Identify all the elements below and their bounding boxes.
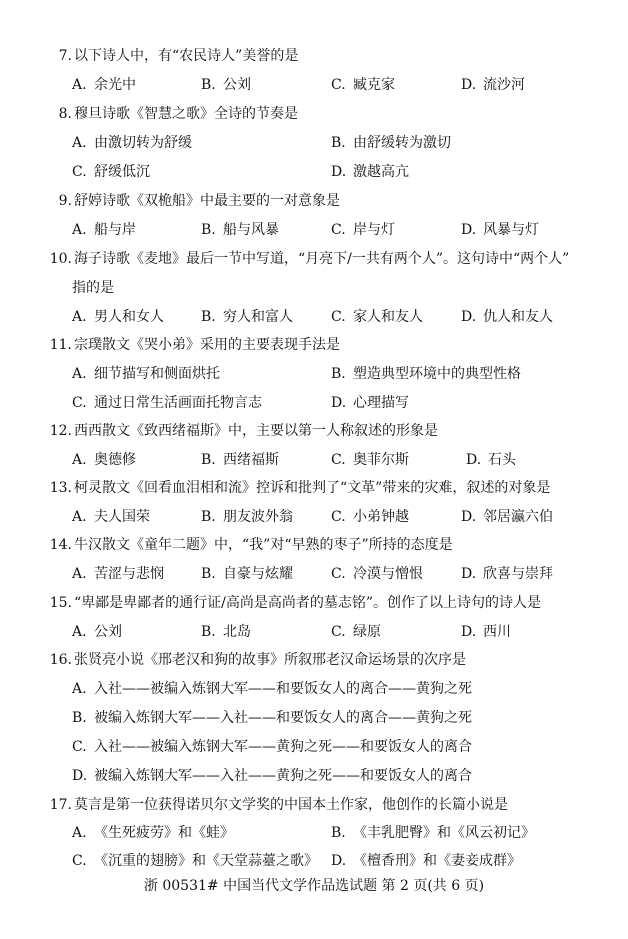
option-letter: B. — [331, 135, 346, 151]
option-text: 舒缓低沉 — [94, 164, 150, 180]
option-letter: C. — [331, 309, 346, 325]
question-number: 14. — [49, 537, 72, 553]
option-text: 臧克家 — [353, 77, 395, 93]
option-text: 塑造典型环境中的典型性格 — [353, 366, 521, 382]
option-letter: A. — [72, 366, 87, 382]
option-text: 仇人和友人 — [483, 309, 553, 325]
option-letter: D. — [466, 452, 482, 468]
option-14d — [461, 564, 553, 584]
option-8d — [331, 162, 409, 182]
option-letter: C. — [72, 395, 87, 411]
option-11b — [331, 364, 521, 384]
option-13a — [72, 507, 150, 527]
question-14-stem — [34, 535, 594, 555]
question-13-stem — [34, 478, 594, 498]
option-17b — [331, 823, 535, 843]
option-8a — [72, 133, 192, 153]
question-text: 莫言是第一位获得诺贝尔文学奖的中国本土作家，他创作的长篇小说是 — [74, 797, 508, 813]
option-16c — [72, 737, 472, 757]
question-9-stem — [34, 191, 594, 211]
option-13c — [331, 507, 409, 527]
option-text: 被编入炼钢大军——入社——黄狗之死——和要饭女人的离合 — [94, 768, 472, 784]
question-16-stem — [34, 650, 594, 670]
option-text: 绿原 — [353, 624, 381, 640]
option-17a — [72, 823, 234, 843]
option-text: 流沙河 — [483, 77, 525, 93]
question-8-stem — [34, 104, 594, 124]
option-15a — [72, 622, 122, 642]
option-17d — [331, 851, 521, 871]
option-letter: D. — [461, 222, 477, 238]
option-text: 通过日常生活画面托物言志 — [94, 395, 262, 411]
option-7a — [72, 75, 136, 95]
option-letter: B. — [201, 509, 216, 525]
option-letter: B. — [201, 624, 216, 640]
option-text: 邻居瀛六伯 — [483, 509, 553, 525]
option-letter: C. — [72, 739, 87, 755]
question-text: 柯灵散文《回看血泪相和流》控诉和批判了“文革”带来的灾难，叙述的对象是 — [74, 480, 551, 496]
option-letter: A. — [72, 566, 87, 582]
option-15d — [461, 622, 511, 642]
option-text: 心理描写 — [353, 395, 409, 411]
option-10c — [331, 307, 423, 327]
question-number: 10. — [49, 251, 72, 267]
option-text: 欣喜与崇拜 — [483, 566, 553, 582]
option-10a — [72, 307, 164, 327]
option-letter: D. — [331, 395, 347, 411]
option-letter: C. — [72, 853, 87, 869]
question-number: 12. — [49, 423, 72, 439]
option-11d — [331, 393, 409, 413]
option-9b — [201, 220, 279, 240]
option-12b — [201, 450, 279, 470]
option-8c — [72, 162, 150, 182]
option-text: 风暴与灯 — [483, 222, 539, 238]
option-letter: B. — [201, 309, 216, 325]
option-text: 公刘 — [223, 77, 251, 93]
option-text: 小弟钟越 — [353, 509, 409, 525]
option-7d — [461, 75, 525, 95]
question-17-stem — [34, 795, 594, 815]
question-number: 7. — [58, 48, 72, 64]
option-text: 岸与灯 — [353, 222, 395, 238]
option-text: 家人和友人 — [353, 309, 423, 325]
option-15c — [331, 622, 381, 642]
option-letter: A. — [72, 135, 87, 151]
option-9c — [331, 220, 395, 240]
option-15b — [201, 622, 251, 642]
option-letter: A. — [72, 624, 87, 640]
option-9d — [461, 220, 539, 240]
option-16a — [72, 679, 472, 699]
option-text: 奥德修 — [94, 452, 136, 468]
option-8b — [331, 133, 451, 153]
option-11c — [72, 393, 262, 413]
option-13b — [201, 507, 293, 527]
option-letter: D. — [331, 164, 347, 180]
question-text: 宗璞散文《哭小弟》采用的主要表现手法是 — [74, 337, 340, 353]
option-text: 冷漠与憎恨 — [353, 566, 423, 582]
option-text: 被编入炼钢大军——入社——和要饭女人的离合——黄狗之死 — [94, 710, 472, 726]
option-text: 朋友波外翁 — [223, 509, 293, 525]
option-10d — [461, 307, 553, 327]
question-number: 9. — [58, 193, 72, 209]
question-number: 16. — [49, 652, 72, 668]
option-14a — [72, 564, 164, 584]
question-number: 15. — [49, 595, 72, 611]
option-text: 由激切转为舒缓 — [94, 135, 192, 151]
option-text: 西绪福斯 — [223, 452, 279, 468]
option-letter: B. — [201, 452, 216, 468]
option-letter: B. — [201, 566, 216, 582]
question-text: 张贤亮小说《邢老汉和狗的故事》所叙邢老汉命运场景的次序是 — [74, 652, 466, 668]
option-letter: D. — [72, 768, 88, 784]
option-letter: C. — [331, 624, 346, 640]
option-letter: D. — [461, 77, 477, 93]
option-12c — [331, 450, 409, 470]
option-letter: B. — [201, 222, 216, 238]
option-letter: D. — [331, 853, 347, 869]
option-text: 石头 — [488, 452, 516, 468]
question-text: 海子诗歌《麦地》最后一节中写道，“月亮下/一共有两个人”。这句诗中“两个人” — [74, 251, 570, 267]
question-text: 穆旦诗歌《智慧之歌》全诗的节奏是 — [74, 106, 298, 122]
option-14c — [331, 564, 423, 584]
option-12a — [72, 450, 136, 470]
option-text: 自豪与炫耀 — [223, 566, 293, 582]
option-letter: A. — [72, 681, 87, 697]
option-letter: C. — [331, 509, 346, 525]
option-text: 入社——被编入炼钢大军——黄狗之死——和要饭女人的离合 — [94, 739, 472, 755]
question-text: 西西散文《致西绪福斯》中，主要以第一人称叙述的形象是 — [74, 423, 438, 439]
question-text: 以下诗人中，有“农民诗人”美誉的是 — [74, 48, 299, 64]
option-letter: A. — [72, 77, 87, 93]
option-letter: A. — [72, 222, 87, 238]
option-letter: C. — [72, 164, 87, 180]
option-14b — [201, 564, 293, 584]
page-footer: 浙 00531# 中国当代文学作品选试题 第 2 页(共 6 页) — [143, 878, 485, 894]
option-letter: B. — [72, 710, 87, 726]
option-text: 西川 — [483, 624, 511, 640]
option-13d — [461, 507, 553, 527]
question-number: 17. — [49, 797, 72, 813]
question-number: 11. — [49, 337, 72, 353]
option-letter: C. — [331, 77, 346, 93]
option-letter: C. — [331, 222, 346, 238]
question-text: “卑鄙是卑鄙者的通行证/高尚是高尚者的墓志铭”。创作了以上诗句的诗人是 — [74, 595, 542, 611]
option-17c — [72, 851, 318, 871]
option-text: 由舒缓转为激切 — [353, 135, 451, 151]
option-text: 细节描写和侧面烘托 — [94, 366, 220, 382]
option-text: 夫人国荣 — [94, 509, 150, 525]
option-letter: D. — [461, 624, 477, 640]
option-letter: B. — [331, 366, 346, 382]
option-10b — [201, 307, 293, 327]
option-11a — [72, 364, 220, 384]
option-letter: D. — [461, 509, 477, 525]
option-text: 苦涩与悲悯 — [94, 566, 164, 582]
option-text: 穷人和富人 — [223, 309, 293, 325]
option-text: 奥菲尔斯 — [353, 452, 409, 468]
question-12-stem — [34, 421, 594, 441]
option-text: 船与岸 — [94, 222, 136, 238]
option-text: 入社——被编入炼钢大军——和要饭女人的离合——黄狗之死 — [94, 681, 472, 697]
option-text: 《生死疲劳》和《蛙》 — [94, 825, 234, 841]
option-letter: A. — [72, 825, 87, 841]
option-letter: B. — [331, 825, 346, 841]
option-text: 《檀香刑》和《妻妾成群》 — [353, 853, 521, 869]
option-12d — [466, 450, 516, 470]
option-letter: C. — [331, 452, 346, 468]
option-letter: A. — [72, 309, 87, 325]
question-7-stem — [34, 46, 594, 66]
option-text: 北岛 — [223, 624, 251, 640]
question-10-stem-continued: 指的是 — [72, 280, 114, 296]
question-15-stem — [34, 593, 594, 613]
question-text: 牛汉散文《童年二题》中，“我”对“早熟的枣子”所持的态度是 — [74, 537, 453, 553]
option-text: 《沉重的翅膀》和《天堂蒜薹之歌》 — [94, 853, 318, 869]
option-letter: D. — [461, 566, 477, 582]
option-7c — [331, 75, 395, 95]
question-text: 舒婷诗歌《双桅船》中最主要的一对意象是 — [74, 193, 340, 209]
option-letter: D. — [461, 309, 477, 325]
option-9a — [72, 220, 136, 240]
option-letter: B. — [201, 77, 216, 93]
option-text: 《丰乳肥臀》和《风云初记》 — [353, 825, 535, 841]
option-text: 激越高亢 — [353, 164, 409, 180]
option-letter: A. — [72, 509, 87, 525]
question-10-stem — [34, 249, 594, 269]
option-text: 男人和女人 — [94, 309, 164, 325]
option-letter: A. — [72, 452, 87, 468]
option-text: 公刘 — [94, 624, 122, 640]
question-number: 8. — [58, 106, 72, 122]
option-letter: C. — [331, 566, 346, 582]
option-text: 船与风暴 — [223, 222, 279, 238]
question-11-stem — [34, 335, 594, 355]
option-7b — [201, 75, 251, 95]
question-number: 13. — [49, 480, 72, 496]
option-text: 余光中 — [94, 77, 136, 93]
option-16b — [72, 708, 472, 728]
option-16d — [72, 766, 472, 786]
